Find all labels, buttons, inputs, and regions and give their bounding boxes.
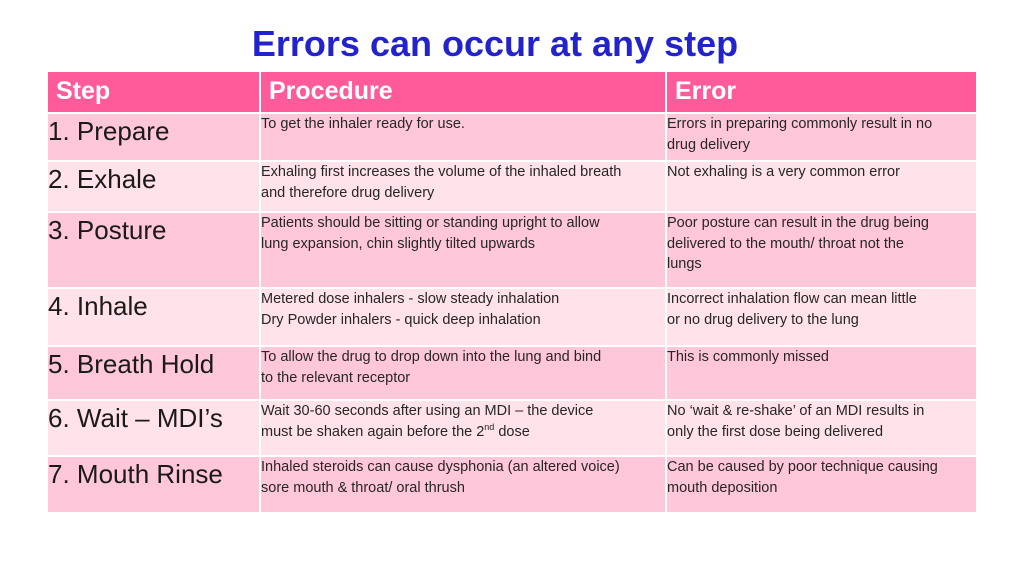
error-cell: Errors in preparing commonly result in no drug delivery (666, 113, 977, 161)
error-cell: Not exhaling is a very common error (666, 161, 977, 212)
procedure-cell: Wait 30-60 seconds after using an MDI – the device must be shaken again before the 2nd dose (260, 400, 666, 456)
step-cell: 5. Breath Hold (47, 346, 260, 400)
header-procedure: Procedure (260, 71, 666, 113)
error-cell: Can be caused by poor technique causing mouth deposition (666, 456, 977, 513)
header-error: Error (666, 71, 977, 113)
procedure-cell: Patients should be sitting or standing upright to allow lung expansion, chin slightly tilted upwards (260, 212, 666, 288)
slide-title: Errors can occur at any step (251, 23, 739, 64)
table-row (47, 456, 977, 513)
error-cell: Incorrect inhalation flow can mean little or no drug delivery to the lung (666, 288, 977, 346)
procedure-cell: Exhaling first increases the volume of the inhaled breath and therefore drug delivery (260, 161, 666, 212)
step-cell: 6. Wait – MDI’s (47, 400, 260, 456)
step-cell: 3. Posture (47, 212, 260, 288)
table-row (47, 346, 977, 400)
steps-table (46, 70, 978, 514)
header-step: Step (47, 71, 260, 113)
table-header-row (47, 71, 977, 113)
procedure-cell: To allow the drug to drop down into the lung and bind to the relevant receptor (260, 346, 666, 400)
error-cell: Poor posture can result in the drug being delivered to the mouth/ throat not the lungs (666, 212, 977, 288)
error-cell: No ‘wait & re-shake’ of an MDI results in only the first dose being delivered (666, 400, 977, 456)
table-row (47, 212, 977, 288)
procedure-cell: Inhaled steroids can cause dysphonia (an altered voice) sore mouth & throat/ oral thrush (260, 456, 666, 513)
procedure-cell: To get the inhaler ready for use. (260, 113, 666, 161)
step-cell: 4. Inhale (47, 288, 260, 346)
table-row (47, 288, 977, 346)
table-row (47, 113, 977, 161)
table-row (47, 161, 977, 212)
step-cell: 2. Exhale (47, 161, 260, 212)
step-cell: 1. Prepare (47, 113, 260, 161)
error-cell: This is commonly missed (666, 346, 977, 400)
table-row (47, 400, 977, 456)
step-cell: 7. Mouth Rinse (47, 456, 260, 513)
procedure-cell: Metered dose inhalers - slow steady inhalation Dry Powder inhalers - quick deep inhalation (260, 288, 666, 346)
